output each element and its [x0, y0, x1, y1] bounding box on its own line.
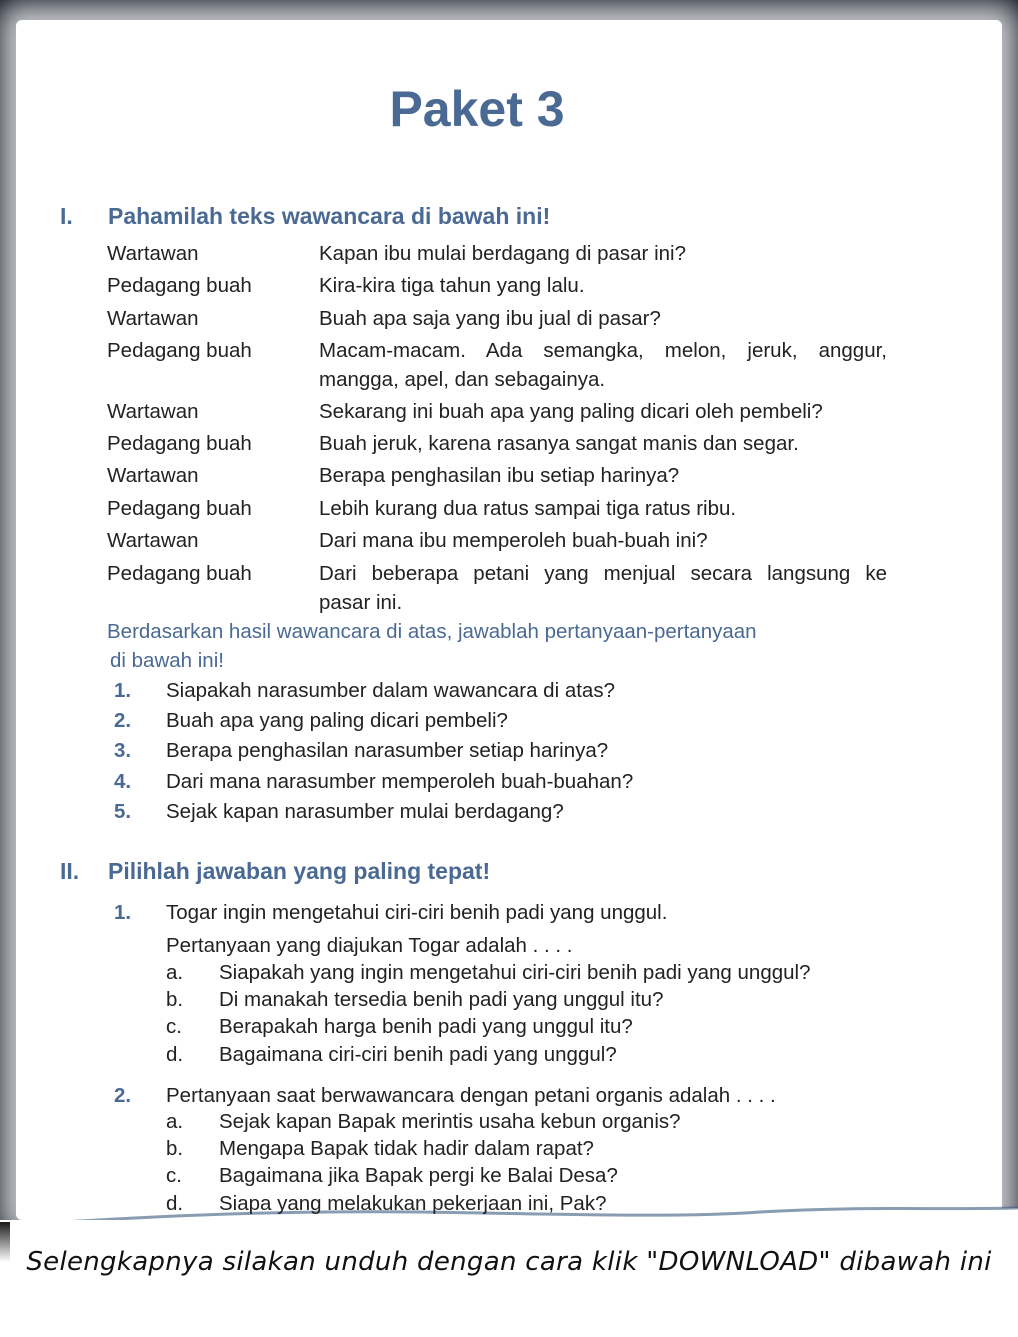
option-letter: a. [166, 961, 184, 984]
instruction-line-1: Berdasarkan hasil wawancara di atas, jawablah pertanyaan-pertanyaan [107, 620, 757, 643]
dialog-line: Dari mana ibu memperoleh buah-buah ini? [319, 529, 708, 553]
option-text: Bagaimana ciri-ciri benih padi yang unggul? [219, 1043, 617, 1066]
question-text: Buah apa yang paling dicari pembeli? [166, 709, 508, 732]
option-text: Siapakah yang ingin mengetahui ciri-ciri benih padi yang unggul? [219, 961, 811, 984]
mc-question-2-number: 2. [114, 1084, 132, 1107]
dialog-speaker: Pedagang buah [107, 561, 252, 585]
dialog-speaker: Wartawan [107, 399, 199, 423]
dialog-speaker: Wartawan [107, 306, 199, 330]
mc-question-2-text: Pertanyaan saat berwawancara dengan petani organis adalah . . . . [166, 1084, 776, 1107]
question-text: Berapa penghasilan narasumber setiap harinya? [166, 739, 609, 762]
option-letter: c. [166, 1164, 182, 1187]
option-text: Berapakah harga benih padi yang unggul itu? [219, 1015, 633, 1038]
mc-question-1-number: 1. [114, 901, 132, 924]
option-text: Bagaimana jika Bapak pergi ke Balai Desa? [219, 1164, 618, 1187]
dialog-line: Kapan ibu mulai berdagang di pasar ini? [319, 242, 686, 265]
question-text: Sejak kapan narasumber mulai berdagang? [166, 800, 564, 823]
question-text: Siapakah narasumber dalam wawancara di atas? [166, 679, 615, 702]
dialog-line: Macam-macam. Ada semangka, melon, jeruk, anggur, [319, 339, 887, 363]
dialog-line: Lebih kurang dua ratus sampai tiga ratus ribu. [319, 496, 737, 520]
section-1-title: Pahamilah teks wawancara di bawah ini! [108, 203, 551, 229]
bottom-banner [0, 1220, 1018, 1337]
dialog-line: Kira-kira tiga tahun yang lalu. [319, 274, 585, 298]
question-number: 5. [114, 800, 132, 823]
option-text: Sejak kapan Bapak merintis usaha kebun organis? [219, 1110, 681, 1133]
dialog-line: Sekarang ini buah apa yang paling dicari oleh pembeli? [319, 399, 823, 423]
dialog-line: Buah apa saja yang ibu jual di pasar? [319, 306, 661, 330]
option-letter: c. [166, 1015, 182, 1038]
download-notice: Selengkapnya silakan unduh dengan cara klik "DOWNLOAD" dibawah ini [26, 1247, 992, 1277]
dialog-speaker: Pedagang buah [107, 496, 252, 520]
instruction-line-2: di bawah ini! [110, 649, 224, 672]
dialog-speaker: Wartawan [107, 529, 199, 553]
question-number: 1. [114, 679, 132, 702]
dialog-line: Dari beberapa petani yang menjual secara langsung ke [319, 561, 887, 585]
question-text: Dari mana narasumber memperoleh buah-buahan? [166, 770, 634, 793]
option-text: Di manakah tersedia benih padi yang unggul itu? [219, 988, 664, 1011]
dialog-speaker: Pedagang buah [107, 274, 252, 298]
page-title: Paket 3 [389, 81, 565, 137]
dialog-speaker: Pedagang buah [107, 432, 252, 455]
option-letter: d. [166, 1192, 184, 1215]
dialog-speaker: Pedagang buah [107, 339, 252, 363]
option-letter: a. [166, 1110, 184, 1133]
question-number: 2. [114, 709, 132, 732]
question-number: 4. [114, 770, 132, 793]
mc-question-1-text: Togar ingin mengetahui ciri-ciri benih padi yang unggul. [166, 901, 668, 924]
option-text: Siapa yang melakukan pekerjaan ini, Pak? [219, 1192, 607, 1215]
section-2-title: Pilihlah jawaban yang paling tepat! [108, 858, 491, 884]
dialog-speaker: Wartawan [107, 242, 199, 265]
option-letter: d. [166, 1043, 184, 1066]
dialog-line: Berapa penghasilan ibu setiap harinya? [319, 464, 680, 488]
section-2-number: II. [60, 858, 80, 884]
option-letter: b. [166, 988, 184, 1011]
dialog-line: mangga, apel, dan sebagainya. [319, 368, 606, 392]
dialog-line: Buah jeruk, karena rasanya sangat manis dan segar. [319, 432, 799, 455]
section-1-number: I. [60, 203, 73, 229]
question-number: 3. [114, 739, 132, 762]
dialog-line: pasar ini. [319, 590, 403, 614]
mc-question-1-subtext: Pertanyaan yang diajukan Togar adalah . . . . [166, 934, 573, 957]
dialog-speaker: Wartawan [107, 464, 199, 488]
option-letter: b. [166, 1137, 184, 1160]
option-text: Mengapa Bapak tidak hadir dalam rapat? [219, 1137, 594, 1160]
